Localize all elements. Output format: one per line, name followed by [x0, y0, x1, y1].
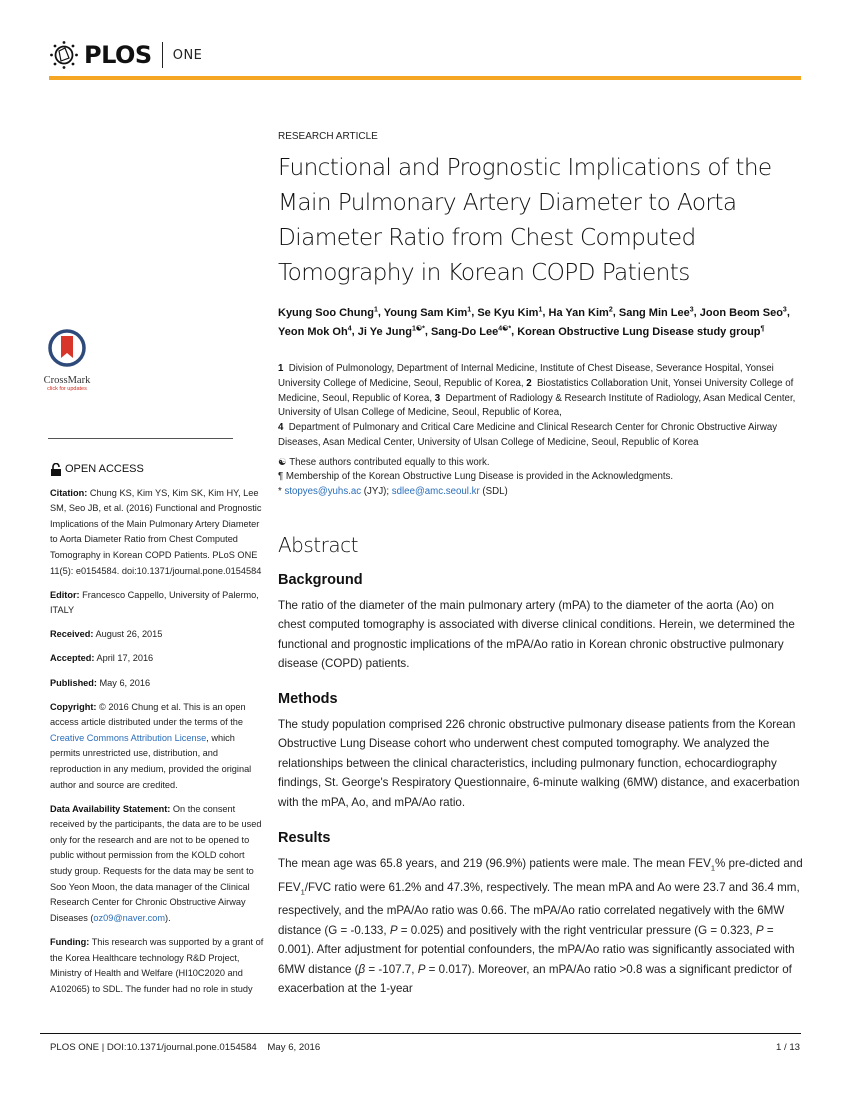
funding: Funding: This research was supported by a grant of the Korea Healthcare technology R&D Project, Ministry of Health and Welfare (HI10C2020 and A102065) to SDL. The funder had no role in study — [50, 936, 264, 994]
crossmark-sublabel: click for updates — [47, 386, 87, 392]
article-sidebar — [50, 462, 264, 1006]
author[interactable]: Se Kyu Kim$^1$ — [477, 306, 543, 319]
accepted-date: Accepted: April 17, 2016 — [50, 653, 154, 664]
open-access-badge — [50, 462, 264, 478]
membership-note: ¶ Membership of the Korean Obstructive Lung Disease is provided in the Acknowledgments. — [278, 471, 674, 483]
cc-license-link[interactable]: Creative Commons Attribution License — [50, 732, 207, 743]
author[interactable]: Ji Ye Jung$^{1☯*}$ — [357, 325, 425, 338]
author[interactable]: Young Sam Kim$^1$ — [383, 306, 472, 319]
author[interactable]: Joon Beom Seo$^3$ — [699, 306, 787, 319]
methods-text: The study population comprised 226 chronic obstructive pulmonary disease patients from the Korean Obstructive Lung Disease cohort who underwent chest computed tomography. We analyzed the relationships between the clinical characteristics, including pulmonary function, echocardiography findings, St. George's Respiratory Questionnaire, 6-minute walking (6MW) distance, and exacerbation with the mPA, Ao, and mPA/Ao ratio. — [278, 718, 800, 809]
crossmark-icon — [47, 328, 87, 368]
methods-heading: Methods — [278, 691, 338, 707]
author[interactable]: Yeon Mok Oh$^4$ — [278, 325, 352, 338]
affiliations: 1 Division of Pulmonology, Department of Internal Medicine, Institute of Chest Disease, Severance Hospital, Yonsei University College of Medicine, Seoul, Republic of Korea, 2 Biostatistics Collaboration Unit, Yonsei University College of Medicine, Seoul, Republic of Korea, 3 Department of Radiology & Research Institute of Radiology, Asan Medical Center, University of Ulsan College of Medicine, Seoul, Republic of Korea, 4 Department of Pulmonary and Critical Care Medicine and Clinical Research Center for Chronic Obstructive Airway Diseases, Asan Medical Center, University of Ulsan College of Medicine, Seoul, Republic of Korea — [278, 363, 796, 448]
background-heading: Background — [278, 572, 363, 588]
copyright: Copyright: © 2016 Chung et al. This is an open access article distributed under the terms of the Creative Commons Attribution License, which permits unrestricted use, distribution, and reproduction in any medium, provided the original author and source are credited. — [50, 701, 252, 790]
author-list: Kyung Soo Chung$^1$, Young Sam Kim$^1$, Se Kyu Kim$^1$, Ha Yan Kim$^2$, Sang Min Lee$^3$, Joon Beom Seo$^3$, Yeon Mok Oh$^4$, Ji Ye Jung$^{1☯*}$, Sang-Do Lee$^{4☯*}$, Korean Obstructive Lung Disease study group¶ — [278, 306, 790, 338]
author[interactable]: Korean Obstructive Lung Disease study group¶ — [517, 325, 765, 338]
plos-logo — [49, 38, 202, 72]
background-text: The ratio of the diameter of the main pulmonary artery (mPA) to the diameter of the aorta (Ao) on chest computed tomography is associated with diverse clinical conditions. Herein, we determined the functional and prognostic implications of the mPA/Ao ratio in Korean chronic obstructive pulmonary disease (COPD) patients. — [278, 599, 795, 671]
received-date: Received: August 26, 2015 — [50, 629, 163, 640]
footer-citation: PLOS ONE | DOI:10.1371/journal.pone.0154584 May 6, 2016 — [50, 1042, 321, 1053]
data-contact-email-link[interactable]: oz09@naver.com — [93, 912, 166, 923]
journal-name: ONE — [172, 47, 203, 63]
author-notes — [278, 456, 803, 499]
open-access-label: OPEN ACCESS — [65, 463, 144, 475]
citation: Citation: Chung KS, Kim YS, Kim SK, Kim HY, Lee SM, Seo JB, et al. (2016) Functional and Prognostic Implications of the Main Pulmonary Artery Diameter to Aorta Diameter Ratio from Chest Computed Tomography in Korean COPD Patients. PLoS ONE 11(5): e0154584. doi:10.1371/journal.pone.0154584 — [50, 487, 262, 576]
email-link-sdl[interactable]: sdlee@amc.seoul.kr — [391, 485, 480, 497]
sidebar-divider — [48, 438, 233, 439]
article-type: RESEARCH ARTICLE — [278, 131, 378, 142]
data-availability: Data Availability Statement: On the consent received by the participants, the data are to be used only for the research and are not to be opened to public without permission from the KOLD cohort study group. Requests for the data may be sent to Soo Yeon Moon, the data manager of the Clinical Research Center for Chronic Obstructive Airway Diseases (oz09@naver.com). — [50, 803, 262, 923]
plos-globe-icon — [49, 40, 79, 70]
author[interactable]: Sang-Do Lee$^{4☯*}$ — [430, 325, 512, 338]
published-date: Published: May 6, 2016 — [50, 677, 151, 688]
author[interactable]: Kyung Soo Chung$^1$ — [278, 306, 378, 319]
open-lock-icon — [50, 463, 62, 476]
footer-divider — [40, 1033, 801, 1034]
results-heading: Results — [278, 830, 331, 846]
plos-wordmark: PLOS — [84, 41, 152, 69]
crossmark-badge[interactable] — [22, 328, 112, 392]
results-text: The mean age was 65.8 years, and 219 (96.9%) patients were male. The mean $FEV_1\%$ pre-dicted and $FEV_1$/FVC ratio were 61.2% and 47.3%, respectively. The mean mPA and Ao were 23.7 and 36.4 mm, respectively, and the mPA/Ao ratio was 0.66. The mPA/Ao ratio correlated negatively with the 6MW distance (G = -0.133, P = 0.025) and positively with the right ventricular pressure (G = 0.323, P = 0.001). After adjustment for potential confounders, the mPA/Ao ratio was significantly associated with 6MW distance (β = -107.7, P = 0.017). Moreover, an mPA/Ao ratio >0.8 was a significant predictor of exacerbation at the 1-year — [278, 857, 803, 996]
equal-contribution-note: ☯ These authors contributed equally to this work. — [278, 457, 490, 468]
logo-separator — [162, 42, 163, 68]
author[interactable]: Sang Min Lee$^3$ — [618, 306, 694, 319]
article-title: Functional and Prognostic Implications of the Main Pulmonary Artery Diameter to Aorta Diameter Ratio from Chest Computed Tomography in Korean COPD Patients — [278, 154, 772, 286]
editor: Editor: Francesco Cappello, University of Palermo, ITALY — [50, 589, 259, 616]
email-link-jyj[interactable]: stopyes@yuhs.ac — [284, 485, 362, 497]
corresponding-emails: * stopyes@yuhs.ac (JYJ); sdlee@amc.seoul.kr (SDL) — [278, 485, 508, 497]
author[interactable]: Ha Yan Kim$^2$ — [548, 306, 613, 319]
crossmark-label: CrossMark — [43, 375, 91, 386]
abstract-heading: Abstract — [278, 533, 358, 557]
page-number: 1 / 13 — [775, 1042, 800, 1053]
header-accent-bar — [49, 76, 801, 80]
